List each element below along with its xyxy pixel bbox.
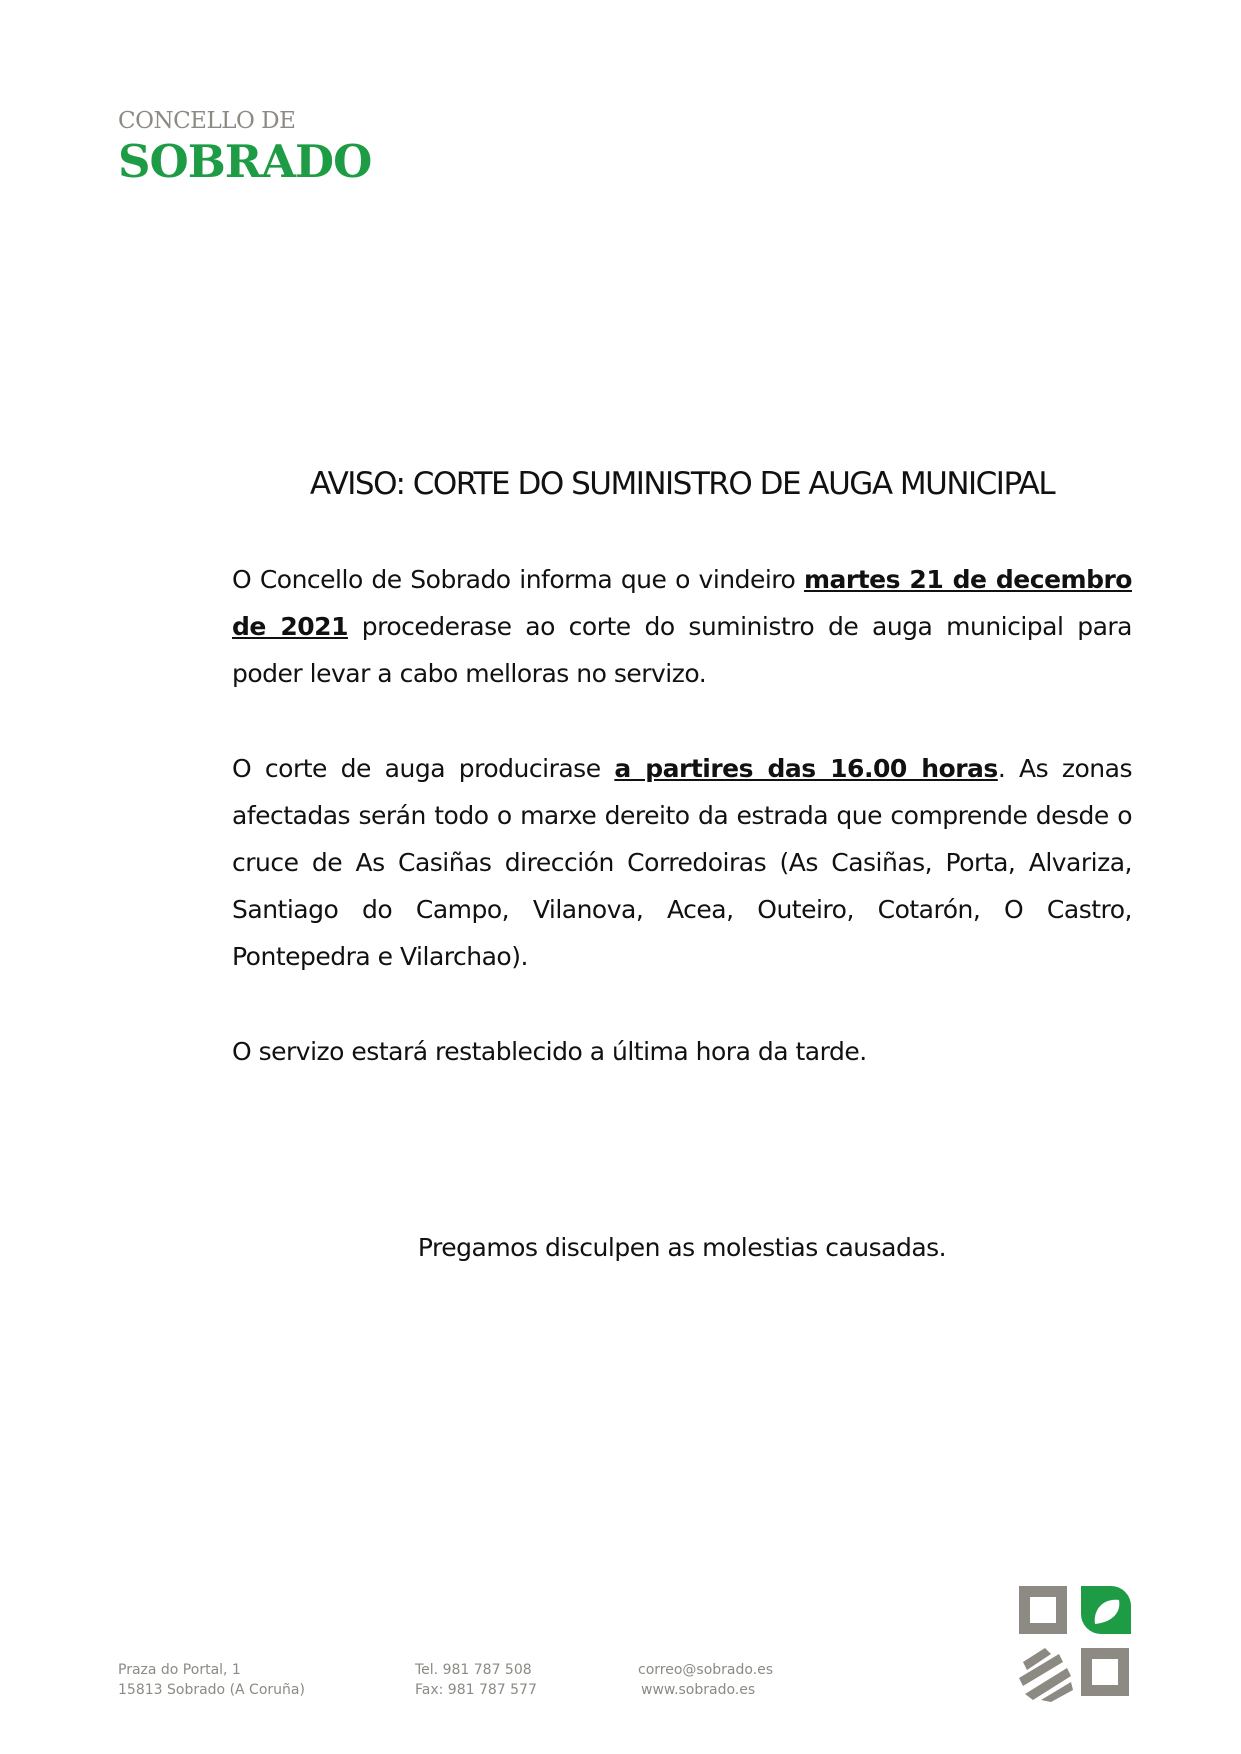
website-address: www.sobrado.es [641, 1682, 756, 1698]
paragraph-3: O servizo estará restablecido a última hora da tarde. [232, 1037, 867, 1066]
concello-emblem-icon [1015, 1582, 1135, 1702]
footer-phone [415, 1660, 537, 1700]
p2-text-b: . As zonas afectadas serán todo o marxe dereito da estrada que comprende desde o cruce de As Casiñas dirección Corredoiras (As Casiñas, Porta, Alvariza, Santiago do Campo, Vilanova, Acea, Outeiro, Cotarón, O Castro, Pontepedra e Vilarchao). [232, 754, 1132, 971]
p2-text-a: O corte de auga producirase [232, 754, 615, 783]
concello-logo [118, 108, 371, 188]
footer-contact [638, 1660, 773, 1700]
logo-main-text: SOBRADO [118, 135, 372, 188]
time-highlight: a partires das 16.00 horas [614, 754, 998, 783]
address-line-1: Praza do Portal, 1 [118, 1662, 241, 1678]
date-highlight: martes 21 de decembro de 2021 [232, 565, 1132, 641]
p1-text-a: O Concello de Sobrado informa que o vindeiro [232, 565, 804, 594]
footer-address [118, 1660, 305, 1700]
logo-top-text: CONCELLO DE [118, 108, 296, 134]
p1-text-b: procederase ao corte do suministro de auga municipal para poder levar a cabo melloras no servizo. [232, 612, 1132, 688]
fax-number: Fax: 981 787 577 [415, 1682, 537, 1698]
notice-body [232, 460, 1132, 1123]
address-line-2: 15813 Sobrado (A Coruña) [118, 1682, 305, 1698]
notice-title: AVISO: CORTE DO SUMINISTRO DE AUGA MUNICIPAL [309, 466, 1055, 502]
paragraph-2 [232, 745, 1132, 980]
closing-line: Pregamos disculpen as molestias causadas. [417, 1233, 947, 1262]
email-address: correo@sobrado.es [638, 1662, 774, 1678]
paragraph-1 [232, 556, 1132, 697]
tel-number: Tel. 981 787 508 [415, 1662, 532, 1678]
